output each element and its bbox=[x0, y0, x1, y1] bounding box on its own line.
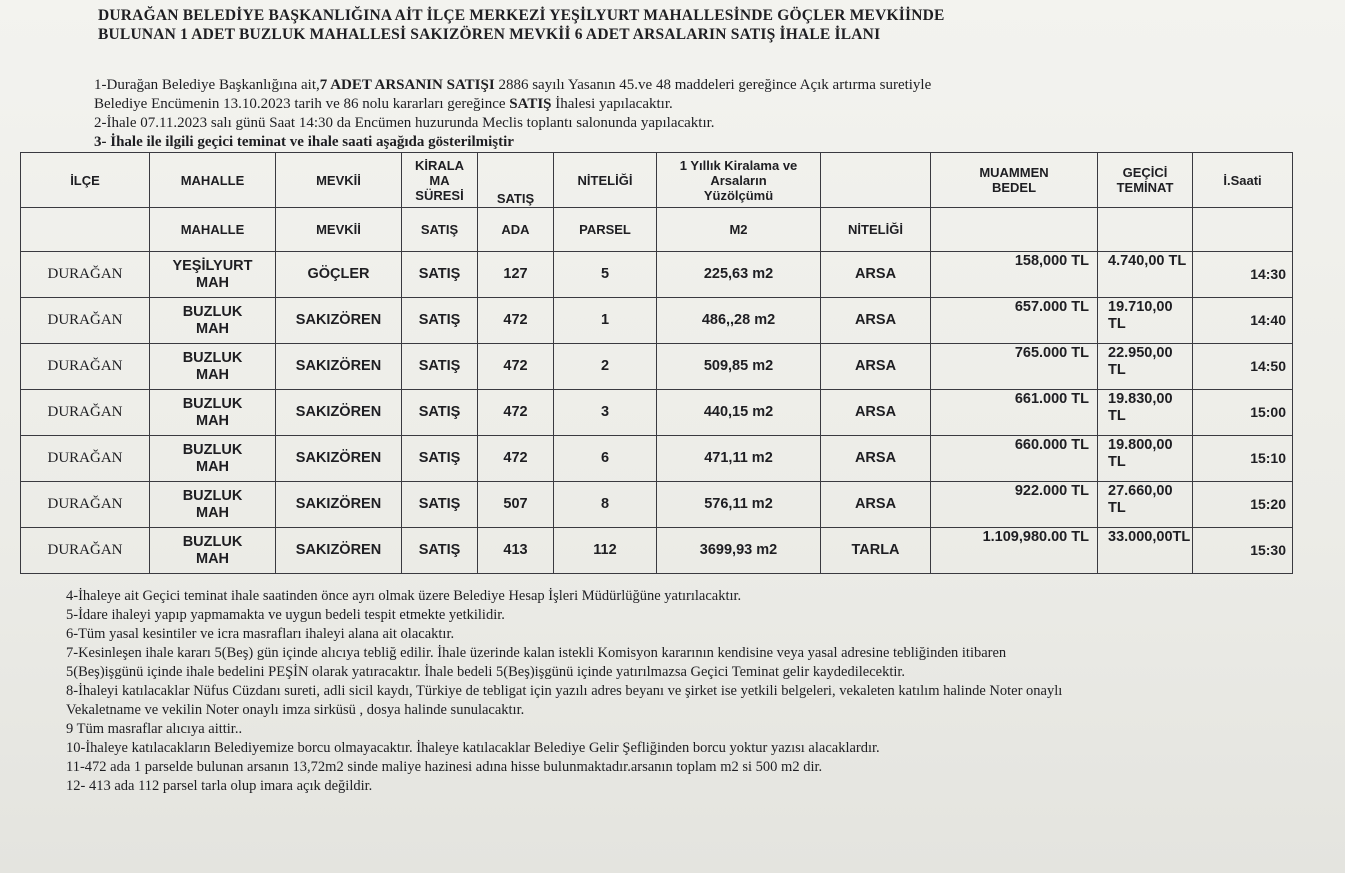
note-line: 4-İhaleye ait Geçici teminat ihale saatinden önce ayrı olmak üzere Belediye Hesap İşleri Müdürlüğüne yatırılacaktır. bbox=[66, 588, 742, 604]
table-row bbox=[21, 482, 1293, 528]
mahalle-cell: BUZLUK MAH bbox=[150, 298, 276, 344]
table-header-row bbox=[21, 153, 1293, 208]
parsel-cell: 8 bbox=[554, 482, 657, 528]
saat-cell: 14:40 bbox=[1193, 298, 1293, 344]
auction-table bbox=[20, 152, 1293, 574]
table-row bbox=[21, 252, 1293, 298]
ada-cell: 507 bbox=[478, 482, 554, 528]
nitelik-cell: ARSA bbox=[821, 482, 931, 528]
mahalle-cell: BUZLUK MAH bbox=[150, 344, 276, 390]
parsel-cell: 5 bbox=[554, 252, 657, 298]
mahalle-cell: BUZLUK MAH bbox=[150, 528, 276, 574]
saat-cell: 15:20 bbox=[1193, 482, 1293, 528]
ada-cell: 413 bbox=[478, 528, 554, 574]
area-cell: 440,15 m2 bbox=[657, 390, 821, 436]
note-line: 7-Kesinleşen ihale kararı 5(Beş) gün içinde alıcıya tebliğ edilir. İhale üzerinde kalan istekli Komisyon kararının kendisine veya yasal adresine tebliğinden itibaren bbox=[66, 645, 1007, 661]
parsel-cell: 2 bbox=[554, 344, 657, 390]
ilce-cell: DURAĞAN bbox=[21, 252, 150, 298]
mevki-cell: SAKIZÖREN bbox=[276, 528, 402, 574]
header-cell bbox=[821, 153, 931, 208]
area-cell: 509,85 m2 bbox=[657, 344, 821, 390]
table-body bbox=[21, 252, 1293, 574]
mevki-cell: SAKIZÖREN bbox=[276, 344, 402, 390]
teminat-cell: 19.800,00 TL bbox=[1098, 436, 1193, 482]
area-cell: 486,,28 m2 bbox=[657, 298, 821, 344]
table-row bbox=[21, 344, 1293, 390]
saat-cell: 14:30 bbox=[1193, 252, 1293, 298]
header-cell bbox=[21, 208, 150, 252]
table-row bbox=[21, 436, 1293, 482]
satis-cell: SATIŞ bbox=[402, 344, 478, 390]
bedel-cell: 922.000 TL bbox=[931, 482, 1098, 528]
header-cell: SATIŞ bbox=[402, 208, 478, 252]
parsel-cell: 3 bbox=[554, 390, 657, 436]
header-cell: SATIŞ bbox=[478, 153, 554, 208]
ilce-cell: DURAĞAN bbox=[21, 298, 150, 344]
bedel-cell: 765.000 TL bbox=[931, 344, 1098, 390]
title-line-1: DURAĞAN BELEDİYE BAŞKANLIĞINA AİT İLÇE MERKEZİ YEŞİLYURT MAHALLESİNDE GÖÇLER MEVKİİNDE bbox=[98, 7, 945, 24]
header-cell: MUAMMEN BEDEL bbox=[931, 153, 1098, 208]
table-row bbox=[21, 528, 1293, 574]
bedel-cell: 158,000 TL bbox=[931, 252, 1098, 298]
nitelik-cell: ARSA bbox=[821, 390, 931, 436]
header-cell: MEVKİİ bbox=[276, 153, 402, 208]
header-cell bbox=[931, 208, 1098, 252]
mahalle-cell: YEŞİLYURT MAH bbox=[150, 252, 276, 298]
teminat-cell: 19.710,00 TL bbox=[1098, 298, 1193, 344]
satis-cell: SATIŞ bbox=[402, 298, 478, 344]
nitelik-cell: ARSA bbox=[821, 298, 931, 344]
bedel-cell: 657.000 TL bbox=[931, 298, 1098, 344]
teminat-cell: 33.000,00TL bbox=[1098, 528, 1193, 574]
header-cell: NİTELİĞİ bbox=[821, 208, 931, 252]
teminat-cell: 4.740,00 TL bbox=[1098, 252, 1193, 298]
note-line: 10-İhaleye katılacakların Belediyemize borcu olmayacaktır. İhaleye katılacaklar Belediye Gelir Şefliğinden borcu yoktur yazısı alacaklardır. bbox=[66, 740, 880, 756]
teminat-cell: 27.660,00 TL bbox=[1098, 482, 1193, 528]
mahalle-cell: BUZLUK MAH bbox=[150, 482, 276, 528]
mevki-cell: SAKIZÖREN bbox=[276, 482, 402, 528]
note-line: 6-Tüm yasal kesintiler ve icra masrafları ihaleyi alana ait olacaktır. bbox=[66, 626, 455, 642]
ada-cell: 472 bbox=[478, 390, 554, 436]
document-title bbox=[98, 6, 1198, 44]
saat-cell: 15:10 bbox=[1193, 436, 1293, 482]
note-line: 5-İdare ihaleyi yapıp yapmamakta ve uygun bedeli tespit etmekte yetkilidir. bbox=[66, 607, 505, 623]
note-line: 8-İhaleyi katılacaklar Nüfus Cüzdanı sureti, adli sicil kaydı, Türkiye de tebligat için yazılı adres beyanı ve şirket ise yetkili belgeleri, vekaleten katılım halinde Noter onaylı bbox=[66, 683, 1063, 699]
notes-section bbox=[66, 587, 1266, 796]
bedel-cell: 660.000 TL bbox=[931, 436, 1098, 482]
ada-cell: 472 bbox=[478, 298, 554, 344]
parsel-cell: 112 bbox=[554, 528, 657, 574]
header-cell: MAHALLE bbox=[150, 153, 276, 208]
intro-line: Belediye Encümenin 13.10.2023 tarih ve 86 nolu kararları gereğince SATIŞ İhalesi yapılacaktır. bbox=[94, 96, 673, 112]
header-cell: NİTELİĞİ bbox=[554, 153, 657, 208]
header-cell: 1 Yıllık Kiralama ve Arsaların Yüzölçümü bbox=[657, 153, 821, 208]
nitelik-cell: ARSA bbox=[821, 344, 931, 390]
header-cell: İ.Saati bbox=[1193, 153, 1293, 208]
ada-cell: 472 bbox=[478, 344, 554, 390]
ilce-cell: DURAĞAN bbox=[21, 436, 150, 482]
note-line: Vekaletname ve vekilin Noter onaylı imza sirküsü , dosya halinde sunulacaktır. bbox=[66, 702, 525, 718]
satis-cell: SATIŞ bbox=[402, 436, 478, 482]
note-line: 5(Beş)işgünü içinde ihale bedelini PEŞİN olarak yatıracaktır. İhale bedeli 5(Beş)işgünü içinde yatırılmazsa Geçici Teminat gelir kaydedilecektir. bbox=[66, 664, 906, 680]
header-cell: MEVKİİ bbox=[276, 208, 402, 252]
satis-cell: SATIŞ bbox=[402, 390, 478, 436]
header-cell: M2 bbox=[657, 208, 821, 252]
saat-cell: 15:00 bbox=[1193, 390, 1293, 436]
nitelik-cell: ARSA bbox=[821, 252, 931, 298]
note-line: 11-472 ada 1 parselde bulunan arsanın 13,72m2 sinde maliye hazinesi adına hisse bulunmaktadır.arsanın toplam m2 si 500 m2 dir. bbox=[66, 759, 823, 775]
satis-cell: SATIŞ bbox=[402, 528, 478, 574]
saat-cell: 14:50 bbox=[1193, 344, 1293, 390]
ada-cell: 472 bbox=[478, 436, 554, 482]
teminat-cell: 22.950,00 TL bbox=[1098, 344, 1193, 390]
header-cell: İLÇE bbox=[21, 153, 150, 208]
header-cell: MAHALLE bbox=[150, 208, 276, 252]
mevki-cell: SAKIZÖREN bbox=[276, 298, 402, 344]
ada-cell: 127 bbox=[478, 252, 554, 298]
note-line: 9 Tüm masraflar alıcıya aittir.. bbox=[66, 721, 243, 737]
table-row bbox=[21, 390, 1293, 436]
area-cell: 471,11 m2 bbox=[657, 436, 821, 482]
header-cell: GEÇİCİ TEMİNAT bbox=[1098, 153, 1193, 208]
nitelik-cell: ARSA bbox=[821, 436, 931, 482]
mevki-cell: SAKIZÖREN bbox=[276, 436, 402, 482]
area-cell: 576,11 m2 bbox=[657, 482, 821, 528]
intro-section bbox=[94, 76, 1244, 152]
area-cell: 3699,93 m2 bbox=[657, 528, 821, 574]
ilce-cell: DURAĞAN bbox=[21, 344, 150, 390]
bedel-cell: 1.109,980.00 TL bbox=[931, 528, 1098, 574]
mevki-cell: SAKIZÖREN bbox=[276, 390, 402, 436]
ilce-cell: DURAĞAN bbox=[21, 528, 150, 574]
header-cell: PARSEL bbox=[554, 208, 657, 252]
table-header-row bbox=[21, 208, 1293, 252]
intro-line: 2-İhale 07.11.2023 salı günü Saat 14:30 da Encümen huzurunda Meclis toplantı salonunda yapılacaktır. bbox=[94, 115, 715, 131]
header-cell bbox=[1098, 208, 1193, 252]
nitelik-cell: TARLA bbox=[821, 528, 931, 574]
ilce-cell: DURAĞAN bbox=[21, 482, 150, 528]
satis-cell: SATIŞ bbox=[402, 252, 478, 298]
satis-cell: SATIŞ bbox=[402, 482, 478, 528]
parsel-cell: 1 bbox=[554, 298, 657, 344]
teminat-cell: 19.830,00 TL bbox=[1098, 390, 1193, 436]
title-line-2: BULUNAN 1 ADET BUZLUK MAHALLESİ SAKIZÖREN MEVKİİ 6 ADET ARSALARIN SATIŞ İHALE İLANI bbox=[98, 26, 881, 43]
mahalle-cell: BUZLUK MAH bbox=[150, 436, 276, 482]
parsel-cell: 6 bbox=[554, 436, 657, 482]
header-cell: ADA bbox=[478, 208, 554, 252]
mahalle-cell: BUZLUK MAH bbox=[150, 390, 276, 436]
header-cell: KİRALA MA SÜRESİ bbox=[402, 153, 478, 208]
intro-line: 3- İhale ile ilgili geçici teminat ve ihale saati aşağıda gösterilmiştir bbox=[94, 134, 514, 150]
ilce-cell: DURAĞAN bbox=[21, 390, 150, 436]
intro-line: 1-Durağan Belediye Başkanlığına ait,7 ADET ARSANIN SATIŞI 2886 sayılı Yasanın 45.ve 48 maddeleri gereğince Açık artırma suretiyle bbox=[94, 77, 932, 93]
area-cell: 225,63 m2 bbox=[657, 252, 821, 298]
bedel-cell: 661.000 TL bbox=[931, 390, 1098, 436]
saat-cell: 15:30 bbox=[1193, 528, 1293, 574]
table-row bbox=[21, 298, 1293, 344]
note-line: 12- 413 ada 112 parsel tarla olup imara açık değildir. bbox=[66, 778, 373, 794]
header-cell bbox=[1193, 208, 1293, 252]
mevki-cell: GÖÇLER bbox=[276, 252, 402, 298]
